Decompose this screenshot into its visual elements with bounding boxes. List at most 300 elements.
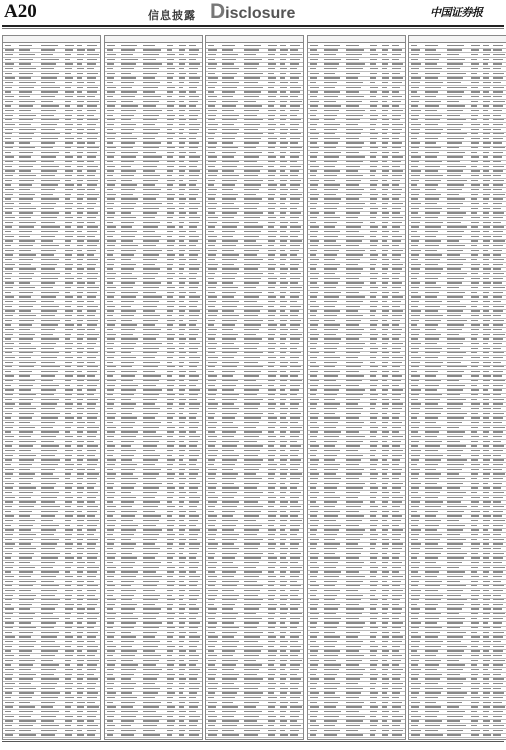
table-row bbox=[105, 602, 202, 603]
table-cell bbox=[19, 278, 32, 279]
table-cell bbox=[483, 338, 489, 339]
table-cell bbox=[483, 105, 489, 106]
table-cell bbox=[208, 511, 214, 512]
table-cell bbox=[19, 669, 31, 670]
table-cell bbox=[107, 455, 113, 456]
table-cell bbox=[121, 511, 138, 512]
table-cell bbox=[77, 329, 85, 330]
table-cell bbox=[19, 422, 30, 423]
table-cell bbox=[19, 170, 31, 171]
table-cell bbox=[471, 250, 479, 251]
table-cell bbox=[268, 655, 276, 656]
table-row bbox=[3, 318, 100, 319]
table-cell bbox=[121, 119, 132, 120]
table-row bbox=[3, 48, 100, 49]
table-cell bbox=[121, 581, 134, 582]
table-row bbox=[308, 393, 405, 394]
table-cell bbox=[167, 539, 175, 540]
table-cell bbox=[244, 511, 261, 512]
table-cell bbox=[19, 217, 31, 218]
table-cell bbox=[121, 608, 135, 609]
table-cell bbox=[280, 576, 285, 577]
table-cell bbox=[290, 725, 301, 726]
table-cell bbox=[189, 180, 198, 181]
table-cell bbox=[483, 497, 488, 498]
table-cell bbox=[310, 627, 316, 628]
table-cell bbox=[19, 441, 36, 442]
table-cell bbox=[179, 124, 186, 125]
table-cell bbox=[121, 664, 138, 665]
table-header-row bbox=[206, 36, 303, 43]
table-cell bbox=[493, 529, 502, 530]
table-cell bbox=[65, 203, 73, 204]
table-cell bbox=[77, 576, 82, 577]
table-row bbox=[3, 76, 100, 77]
table-cell bbox=[268, 515, 276, 516]
table-cell bbox=[310, 473, 320, 474]
table-cell bbox=[290, 431, 300, 432]
table-cell bbox=[167, 664, 174, 665]
table-cell bbox=[411, 222, 419, 223]
table-cell bbox=[268, 77, 276, 78]
table-cell bbox=[493, 194, 505, 195]
table-row bbox=[3, 598, 100, 599]
table-cell bbox=[290, 529, 299, 530]
table-cell bbox=[310, 520, 320, 521]
table-cell bbox=[107, 310, 115, 311]
table-cell bbox=[65, 436, 73, 437]
table-cell bbox=[290, 245, 300, 246]
table-cell bbox=[143, 702, 161, 703]
newspaper-masthead-logo: 中国证券报 bbox=[430, 6, 483, 19]
table-cell bbox=[346, 567, 362, 568]
table-cell bbox=[425, 520, 441, 521]
table-cell bbox=[493, 129, 501, 130]
table-cell bbox=[19, 618, 33, 619]
table-cell bbox=[425, 329, 436, 330]
table-cell bbox=[483, 348, 490, 349]
table-cell bbox=[167, 189, 173, 190]
table-cell bbox=[268, 292, 273, 293]
table-cell bbox=[41, 54, 53, 55]
table-cell bbox=[222, 222, 239, 223]
table-cell bbox=[208, 292, 214, 293]
table-cell bbox=[280, 431, 286, 432]
table-header-row bbox=[105, 36, 202, 43]
table-cell bbox=[5, 250, 14, 251]
table-row bbox=[409, 532, 506, 533]
table-cell bbox=[280, 720, 287, 721]
table-cell bbox=[121, 501, 135, 502]
table-cell bbox=[87, 455, 95, 456]
table-row bbox=[409, 383, 506, 384]
table-cell bbox=[324, 739, 336, 740]
table-cell bbox=[167, 287, 175, 288]
table-cell bbox=[471, 175, 478, 176]
table-cell bbox=[208, 301, 216, 302]
table-row bbox=[3, 141, 100, 142]
table-cell bbox=[392, 422, 403, 423]
table-cell bbox=[77, 240, 84, 241]
table-cell bbox=[143, 371, 156, 372]
table-cell bbox=[5, 622, 14, 623]
table-cell bbox=[189, 618, 197, 619]
table-cell bbox=[5, 77, 15, 78]
table-cell bbox=[179, 436, 185, 437]
table-cell bbox=[222, 264, 234, 265]
table-cell bbox=[167, 473, 175, 474]
table-cell bbox=[483, 506, 489, 507]
table-cell bbox=[280, 692, 286, 693]
table-cell bbox=[189, 231, 196, 232]
table-cell bbox=[447, 515, 461, 516]
table-cell bbox=[310, 147, 320, 148]
table-cell bbox=[167, 455, 172, 456]
table-cell bbox=[41, 282, 55, 283]
table-cell bbox=[77, 548, 84, 549]
table-cell bbox=[189, 445, 197, 446]
table-cell bbox=[493, 180, 504, 181]
table-cell bbox=[483, 464, 488, 465]
table-cell bbox=[392, 394, 402, 395]
table-cell bbox=[208, 525, 214, 526]
table-cell bbox=[143, 296, 162, 297]
table-cell bbox=[392, 511, 399, 512]
table-cell bbox=[411, 478, 417, 479]
table-cell bbox=[65, 259, 71, 260]
table-cell bbox=[19, 49, 30, 50]
table-cell bbox=[107, 371, 115, 372]
table-row bbox=[3, 728, 100, 729]
table-cell bbox=[244, 226, 263, 227]
table-cell bbox=[310, 133, 319, 134]
table-cell bbox=[179, 399, 187, 400]
table-cell bbox=[324, 403, 340, 404]
table-cell bbox=[189, 198, 197, 199]
table-cell bbox=[65, 627, 72, 628]
table-cell bbox=[189, 646, 198, 647]
table-cell bbox=[370, 683, 376, 684]
table-cell bbox=[290, 599, 301, 600]
table-cell bbox=[107, 115, 113, 116]
table-cell bbox=[19, 646, 34, 647]
table-cell bbox=[324, 422, 338, 423]
table-cell bbox=[19, 45, 32, 46]
table-cell bbox=[346, 655, 364, 656]
table-row bbox=[308, 602, 405, 603]
table-cell bbox=[447, 226, 466, 227]
table-cell bbox=[268, 129, 275, 130]
table-cell bbox=[121, 604, 138, 605]
table-cell bbox=[471, 222, 478, 223]
table-cell bbox=[324, 310, 340, 311]
table-cell bbox=[244, 245, 262, 246]
table-cell bbox=[208, 212, 215, 213]
table-cell bbox=[382, 692, 387, 693]
table-row bbox=[105, 490, 202, 491]
table-cell bbox=[346, 478, 360, 479]
table-cell bbox=[5, 194, 13, 195]
table-row bbox=[3, 658, 100, 659]
table-cell bbox=[382, 105, 389, 106]
table-cell bbox=[222, 660, 238, 661]
table-cell bbox=[392, 595, 402, 596]
table-cell bbox=[19, 133, 34, 134]
table-row bbox=[105, 448, 202, 449]
table-cell bbox=[41, 194, 53, 195]
table-cell bbox=[425, 543, 437, 544]
table-cell bbox=[143, 129, 161, 130]
table-cell bbox=[87, 156, 96, 157]
table-cell bbox=[447, 129, 461, 130]
table-cell bbox=[280, 408, 287, 409]
table-cell bbox=[5, 54, 13, 55]
table-cell bbox=[425, 334, 441, 335]
table-cell bbox=[5, 557, 11, 558]
table-cell bbox=[411, 441, 419, 442]
table-cell bbox=[324, 315, 338, 316]
table-cell bbox=[447, 82, 461, 83]
table-cell bbox=[143, 226, 158, 227]
table-cell bbox=[382, 292, 389, 293]
table-row bbox=[105, 239, 202, 240]
table-cell bbox=[179, 506, 184, 507]
table-cell bbox=[107, 217, 115, 218]
table-cell bbox=[370, 366, 378, 367]
table-cell bbox=[107, 278, 115, 279]
table-cell bbox=[392, 240, 401, 241]
table-cell bbox=[290, 226, 301, 227]
table-cell bbox=[370, 739, 378, 740]
table-cell bbox=[77, 734, 84, 735]
table-cell bbox=[5, 711, 11, 712]
table-cell bbox=[65, 375, 73, 376]
table-cell bbox=[121, 464, 138, 465]
table-cell bbox=[65, 636, 73, 637]
table-row bbox=[3, 90, 100, 91]
table-cell bbox=[65, 487, 72, 488]
table-cell bbox=[143, 720, 160, 721]
table-cell bbox=[65, 730, 73, 731]
table-cell bbox=[382, 539, 390, 540]
table-column-4 bbox=[307, 35, 406, 740]
table-cell bbox=[121, 450, 137, 451]
table-cell bbox=[143, 268, 161, 269]
table-cell bbox=[268, 54, 274, 55]
table-cell bbox=[268, 273, 274, 274]
table-cell bbox=[280, 445, 286, 446]
table-cell bbox=[121, 147, 133, 148]
table-cell bbox=[493, 366, 504, 367]
table-cell bbox=[411, 553, 418, 554]
table-cell bbox=[19, 231, 32, 232]
table-row bbox=[409, 267, 506, 268]
table-cell bbox=[310, 119, 319, 120]
table-cell bbox=[346, 87, 361, 88]
table-cell bbox=[107, 152, 115, 153]
table-cell bbox=[324, 627, 337, 628]
table-cell bbox=[107, 450, 115, 451]
table-cell bbox=[268, 268, 275, 269]
table-cell bbox=[189, 212, 197, 213]
table-cell bbox=[392, 301, 402, 302]
table-row bbox=[105, 127, 202, 128]
table-row bbox=[105, 574, 202, 575]
table-cell bbox=[411, 375, 420, 376]
table-cell bbox=[290, 492, 301, 493]
table-cell bbox=[346, 287, 362, 288]
table-cell bbox=[471, 59, 476, 60]
table-cell bbox=[222, 68, 239, 69]
table-cell bbox=[382, 553, 387, 554]
table-cell bbox=[41, 459, 60, 460]
table-row bbox=[105, 341, 202, 342]
table-cell bbox=[411, 124, 421, 125]
table-cell bbox=[179, 413, 184, 414]
table-cell bbox=[411, 520, 419, 521]
table-cell bbox=[483, 427, 490, 428]
table-cell bbox=[143, 627, 160, 628]
table-cell bbox=[189, 124, 201, 125]
table-cell bbox=[382, 567, 387, 568]
table-row bbox=[206, 551, 303, 552]
table-cell bbox=[392, 310, 404, 311]
table-cell bbox=[471, 217, 479, 218]
table-cell bbox=[324, 217, 340, 218]
table-cell bbox=[179, 245, 186, 246]
table-row bbox=[3, 52, 100, 53]
table-row bbox=[308, 537, 405, 538]
table-row bbox=[3, 122, 100, 123]
table-cell bbox=[244, 427, 256, 428]
table-cell bbox=[244, 571, 262, 572]
table-cell bbox=[189, 217, 201, 218]
table-cell bbox=[324, 184, 341, 185]
table-cell bbox=[493, 82, 501, 83]
table-cell bbox=[244, 697, 261, 698]
table-cell bbox=[65, 501, 72, 502]
table-cell bbox=[493, 212, 504, 213]
table-cell bbox=[290, 138, 300, 139]
table-row bbox=[105, 434, 202, 435]
table-cell bbox=[290, 706, 302, 707]
table-cell bbox=[107, 408, 113, 409]
table-cell bbox=[19, 156, 31, 157]
table-cell bbox=[189, 711, 197, 712]
table-cell bbox=[370, 506, 378, 507]
table-cell bbox=[19, 385, 33, 386]
table-cell bbox=[370, 208, 379, 209]
table-cell bbox=[483, 417, 488, 418]
table-cell bbox=[208, 539, 215, 540]
table-cell bbox=[324, 483, 339, 484]
table-cell bbox=[324, 278, 341, 279]
table-cell bbox=[87, 627, 94, 628]
table-cell bbox=[471, 124, 479, 125]
table-row bbox=[308, 383, 405, 384]
table-cell bbox=[143, 515, 161, 516]
table-row bbox=[3, 80, 100, 81]
table-cell bbox=[189, 54, 198, 55]
table-cell bbox=[324, 427, 336, 428]
table-cell bbox=[222, 73, 236, 74]
table-row bbox=[206, 80, 303, 81]
table-cell bbox=[65, 324, 74, 325]
table-cell bbox=[382, 371, 389, 372]
table-cell bbox=[143, 511, 156, 512]
table-cell bbox=[280, 59, 286, 60]
table-cell bbox=[65, 389, 73, 390]
table-cell bbox=[77, 357, 82, 358]
table-cell bbox=[5, 357, 15, 358]
table-row bbox=[105, 467, 202, 468]
table-cell bbox=[143, 581, 160, 582]
table-cell bbox=[65, 147, 71, 148]
table-cell bbox=[370, 352, 378, 353]
table-cell bbox=[143, 394, 160, 395]
table-cell bbox=[425, 483, 437, 484]
table-cell bbox=[493, 473, 505, 474]
table-cell bbox=[121, 483, 136, 484]
table-cell bbox=[5, 147, 13, 148]
table-cell bbox=[268, 632, 274, 633]
table-cell bbox=[222, 110, 234, 111]
table-cell bbox=[77, 646, 83, 647]
table-cell bbox=[411, 408, 419, 409]
table-cell bbox=[41, 683, 57, 684]
table-cell bbox=[179, 576, 185, 577]
table-cell bbox=[392, 534, 402, 535]
table-cell bbox=[77, 147, 84, 148]
table-cell bbox=[244, 739, 263, 740]
table-row bbox=[206, 211, 303, 212]
table-cell bbox=[143, 641, 161, 642]
table-row bbox=[105, 225, 202, 226]
table-cell bbox=[324, 96, 338, 97]
table-cell bbox=[65, 115, 72, 116]
table-cell bbox=[189, 96, 200, 97]
table-cell bbox=[121, 553, 133, 554]
table-cell bbox=[41, 273, 60, 274]
table-cell bbox=[65, 445, 71, 446]
table-cell bbox=[447, 431, 465, 432]
table-cell bbox=[346, 636, 358, 637]
table-cell bbox=[310, 198, 318, 199]
table-cell bbox=[280, 678, 286, 679]
table-cell bbox=[167, 63, 173, 64]
table-cell bbox=[65, 189, 73, 190]
table-cell bbox=[167, 716, 173, 717]
table-cell bbox=[392, 268, 402, 269]
table-cell bbox=[425, 357, 437, 358]
table-cell bbox=[41, 571, 59, 572]
table-row bbox=[409, 462, 506, 463]
table-cell bbox=[121, 375, 135, 376]
table-cell bbox=[65, 212, 71, 213]
table-cell bbox=[107, 417, 115, 418]
table-cell bbox=[324, 730, 340, 731]
table-cell bbox=[167, 445, 175, 446]
table-cell bbox=[107, 585, 116, 586]
table-cell bbox=[121, 455, 135, 456]
table-cell bbox=[189, 91, 196, 92]
table-cell bbox=[143, 660, 159, 661]
table-cell bbox=[19, 608, 30, 609]
table-cell bbox=[324, 282, 338, 283]
table-cell bbox=[19, 115, 36, 116]
table-cell bbox=[346, 268, 364, 269]
table-cell bbox=[65, 674, 72, 675]
